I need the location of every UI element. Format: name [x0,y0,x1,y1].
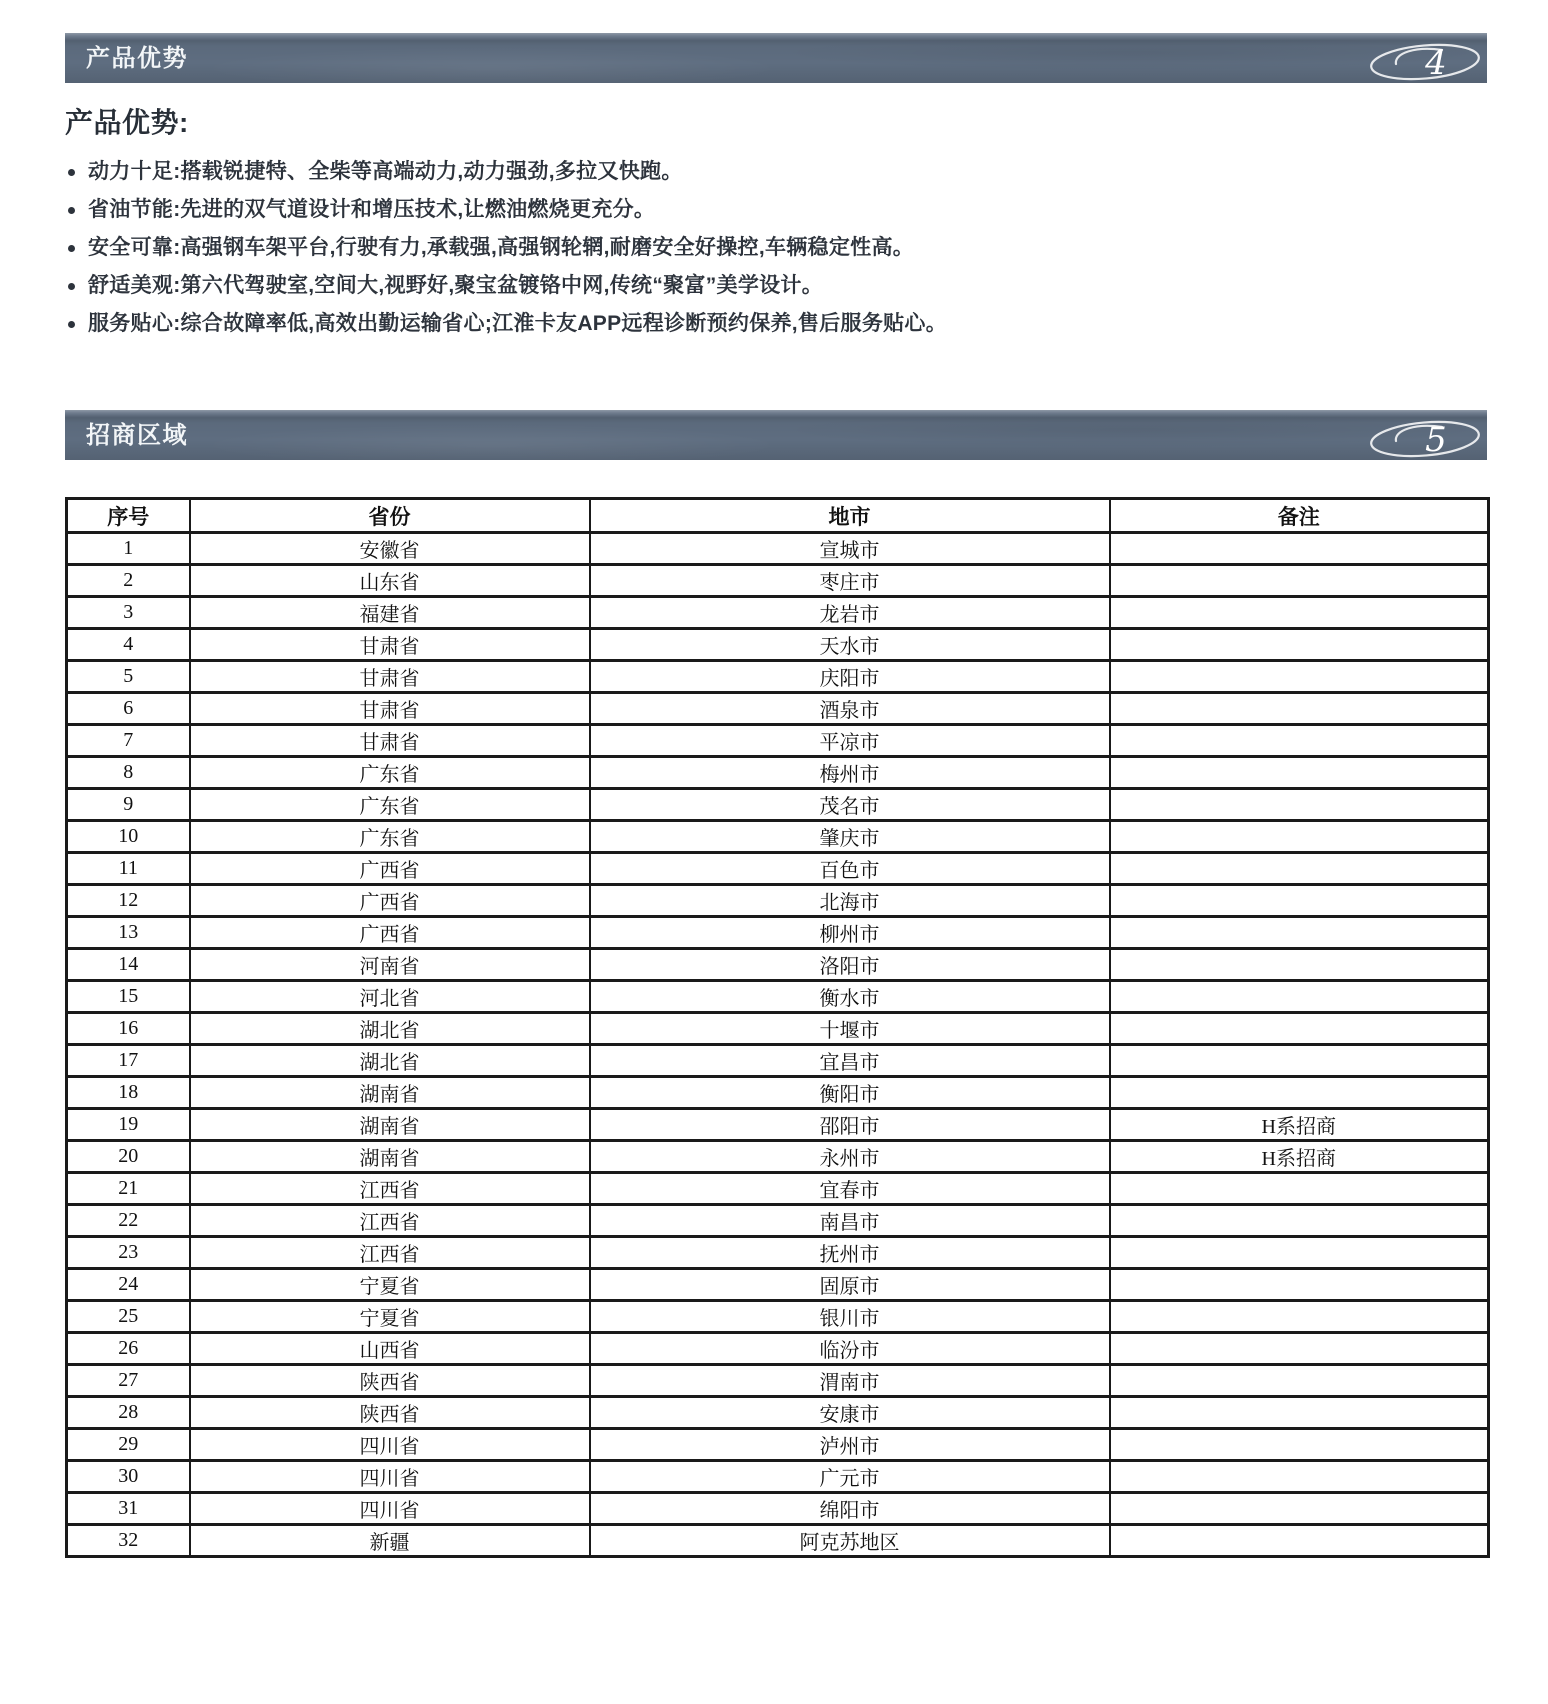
cell-note [1110,1301,1489,1333]
table-row [67,533,1489,565]
table-row [67,1493,1489,1525]
table-row [67,757,1489,789]
cell-no: 11 [67,853,190,885]
cell-no: 25 [67,1301,190,1333]
cell-no: 7 [67,725,190,757]
cell-city: 永州市 [590,1141,1110,1173]
table-row [67,597,1489,629]
cell-city: 衡阳市 [590,1077,1110,1109]
cell-no: 8 [67,757,190,789]
cell-note [1110,757,1489,789]
cell-note [1110,1237,1489,1269]
cell-province: 山东省 [190,565,590,597]
cell-city: 宣城市 [590,533,1110,565]
cell-city: 泸州市 [590,1429,1110,1461]
cell-city: 抚州市 [590,1237,1110,1269]
cell-note [1110,1525,1489,1557]
table-row [67,1429,1489,1461]
cell-note [1110,981,1489,1013]
cell-province: 安徽省 [190,533,590,565]
advantage-text: 舒适美观:第六代驾驶室,空间大,视野好,聚宝盆镀铬中网,传统“聚富”美学设计。 [88,274,824,297]
cell-province: 甘肃省 [190,693,590,725]
cell-note [1110,1013,1489,1045]
cell-province: 山西省 [190,1333,590,1365]
cell-no: 28 [67,1397,190,1429]
cell-no: 32 [67,1525,190,1557]
cell-no: 29 [67,1429,190,1461]
table-row [67,1269,1489,1301]
cell-note [1110,597,1489,629]
table-row [67,1301,1489,1333]
table-row [67,1237,1489,1269]
cell-note [1110,1365,1489,1397]
cell-note [1110,853,1489,885]
cell-city: 渭南市 [590,1365,1110,1397]
cell-province: 广东省 [190,789,590,821]
cell-province: 甘肃省 [190,725,590,757]
cell-no: 2 [67,565,190,597]
cell-city: 洛阳市 [590,949,1110,981]
section-bar-product-advantages [65,33,1487,83]
table-row [67,821,1489,853]
table-row [67,1141,1489,1173]
cell-no: 31 [67,1493,190,1525]
cell-province: 宁夏省 [190,1301,590,1333]
cell-no: 13 [67,917,190,949]
cell-note [1110,1205,1489,1237]
cell-city: 百色市 [590,853,1110,885]
cell-province: 宁夏省 [190,1269,590,1301]
cell-city: 柳州市 [590,917,1110,949]
table-row [67,661,1489,693]
page-content [65,33,1487,1558]
cell-city: 龙岩市 [590,597,1110,629]
cell-province: 湖南省 [190,1077,590,1109]
table-row [67,1173,1489,1205]
cell-no: 30 [67,1461,190,1493]
cell-no: 1 [67,533,190,565]
cell-note [1110,629,1489,661]
table-row [67,1045,1489,1077]
advantage-text: 服务贴心:综合故障率低,高效出勤运输省心;江淮卡友APP远程诊断预约保养,售后服务贴心。 [88,312,948,335]
cell-province: 江西省 [190,1205,590,1237]
table-row [67,1333,1489,1365]
header-no: 序号 [67,499,190,533]
cell-province: 甘肃省 [190,661,590,693]
cell-no: 27 [67,1365,190,1397]
cell-city: 十堰市 [590,1013,1110,1045]
cell-no: 26 [67,1333,190,1365]
cell-province: 湖北省 [190,1013,590,1045]
cell-city: 绵阳市 [590,1493,1110,1525]
page-number-badge-icon [1368,416,1484,460]
recruitment-region-table [65,497,1490,1558]
cell-province: 四川省 [190,1461,590,1493]
cell-no: 17 [67,1045,190,1077]
cell-city: 天水市 [590,629,1110,661]
advantage-item [65,267,1487,305]
cell-province: 江西省 [190,1173,590,1205]
cell-no: 16 [67,1013,190,1045]
table-row [67,1109,1489,1141]
cell-province: 广西省 [190,853,590,885]
cell-no: 4 [67,629,190,661]
cell-note [1110,1493,1489,1525]
table-row [67,949,1489,981]
cell-city: 安康市 [590,1397,1110,1429]
advantage-item [65,191,1487,229]
cell-no: 3 [67,597,190,629]
advantage-text: 动力十足:搭载锐捷特、全柴等高端动力,动力强劲,多拉又快跑。 [88,160,683,183]
table-row [67,725,1489,757]
table-row [67,1013,1489,1045]
cell-city: 肇庆市 [590,821,1110,853]
header-note: 备注 [1110,499,1489,533]
cell-city: 枣庄市 [590,565,1110,597]
table-row [67,1205,1489,1237]
table-row [67,853,1489,885]
cell-province: 陕西省 [190,1365,590,1397]
cell-province: 湖南省 [190,1141,590,1173]
table-row [67,981,1489,1013]
cell-no: 14 [67,949,190,981]
cell-note [1110,565,1489,597]
cell-city: 庆阳市 [590,661,1110,693]
cell-province: 新疆 [190,1525,590,1557]
cell-city: 固原市 [590,1269,1110,1301]
page-number: 5 [1425,420,1447,460]
advantage-item [65,229,1487,267]
cell-city: 茂名市 [590,789,1110,821]
cell-city: 邵阳市 [590,1109,1110,1141]
cell-province: 广西省 [190,885,590,917]
cell-note [1110,789,1489,821]
cell-city: 梅州市 [590,757,1110,789]
bullet-dot-icon [68,207,75,214]
cell-province: 广西省 [190,917,590,949]
advantage-item [65,153,1487,191]
cell-note [1110,917,1489,949]
page-number: 4 [1425,43,1447,83]
cell-no: 6 [67,693,190,725]
cell-note [1110,661,1489,693]
bullet-dot-icon [68,283,75,290]
section-bar-title: 产品优势 [86,45,188,72]
cell-city: 酒泉市 [590,693,1110,725]
cell-no: 24 [67,1269,190,1301]
cell-note [1110,1429,1489,1461]
cell-no: 20 [67,1141,190,1173]
section-bar-title: 招商区域 [86,422,188,449]
product-advantages-heading: 产品优势: [65,107,189,138]
cell-province: 陕西省 [190,1397,590,1429]
header-city: 地市 [590,499,1110,533]
cell-province: 甘肃省 [190,629,590,661]
cell-note [1110,1461,1489,1493]
cell-note [1110,533,1489,565]
cell-note [1110,1333,1489,1365]
cell-province: 江西省 [190,1237,590,1269]
table-row [67,629,1489,661]
table-row [67,789,1489,821]
cell-province: 河南省 [190,949,590,981]
cell-city: 广元市 [590,1461,1110,1493]
product-advantages-list [65,153,1487,343]
cell-no: 10 [67,821,190,853]
cell-note [1110,693,1489,725]
cell-city: 平凉市 [590,725,1110,757]
cell-note [1110,885,1489,917]
table-row [67,565,1489,597]
cell-province: 福建省 [190,597,590,629]
bullet-dot-icon [68,169,75,176]
cell-note [1110,725,1489,757]
cell-city: 宜昌市 [590,1045,1110,1077]
cell-no: 21 [67,1173,190,1205]
cell-no: 12 [67,885,190,917]
table-row [67,1461,1489,1493]
table-row [67,1525,1489,1557]
cell-city: 衡水市 [590,981,1110,1013]
cell-no: 9 [67,789,190,821]
cell-no: 23 [67,1237,190,1269]
table-row [67,1365,1489,1397]
cell-no: 22 [67,1205,190,1237]
table-row [67,1077,1489,1109]
cell-note: H系招商 [1110,1141,1489,1173]
cell-city: 阿克苏地区 [590,1525,1110,1557]
table-row [67,693,1489,725]
cell-province: 广东省 [190,821,590,853]
cell-no: 18 [67,1077,190,1109]
cell-province: 广东省 [190,757,590,789]
page-number-badge-icon [1368,39,1484,83]
cell-province: 四川省 [190,1493,590,1525]
cell-note [1110,949,1489,981]
table-row [67,917,1489,949]
cell-note: H系招商 [1110,1109,1489,1141]
cell-city: 临汾市 [590,1333,1110,1365]
cell-no: 5 [67,661,190,693]
cell-city: 宜春市 [590,1173,1110,1205]
cell-no: 15 [67,981,190,1013]
cell-city: 南昌市 [590,1205,1110,1237]
cell-note [1110,1269,1489,1301]
bullet-dot-icon [68,321,75,328]
table-header-row [67,499,1489,533]
cell-note [1110,821,1489,853]
cell-note [1110,1397,1489,1429]
cell-city: 北海市 [590,885,1110,917]
cell-province: 湖北省 [190,1045,590,1077]
advantage-item [65,305,1487,343]
advantage-text: 省油节能:先进的双气道设计和增压技术,让燃油燃烧更充分。 [88,198,656,221]
table-row [67,885,1489,917]
advantage-text: 安全可靠:高强钢车架平台,行驶有力,承载强,高强钢轮辋,耐磨安全好操控,车辆稳定性高。 [88,236,915,259]
cell-province: 河北省 [190,981,590,1013]
cell-note [1110,1045,1489,1077]
section-bar-recruitment-region [65,410,1487,460]
cell-note [1110,1173,1489,1205]
cell-province: 湖南省 [190,1109,590,1141]
cell-province: 四川省 [190,1429,590,1461]
header-province: 省份 [190,499,590,533]
bullet-dot-icon [68,245,75,252]
table-row [67,1397,1489,1429]
cell-no: 19 [67,1109,190,1141]
cell-city: 银川市 [590,1301,1110,1333]
cell-note [1110,1077,1489,1109]
